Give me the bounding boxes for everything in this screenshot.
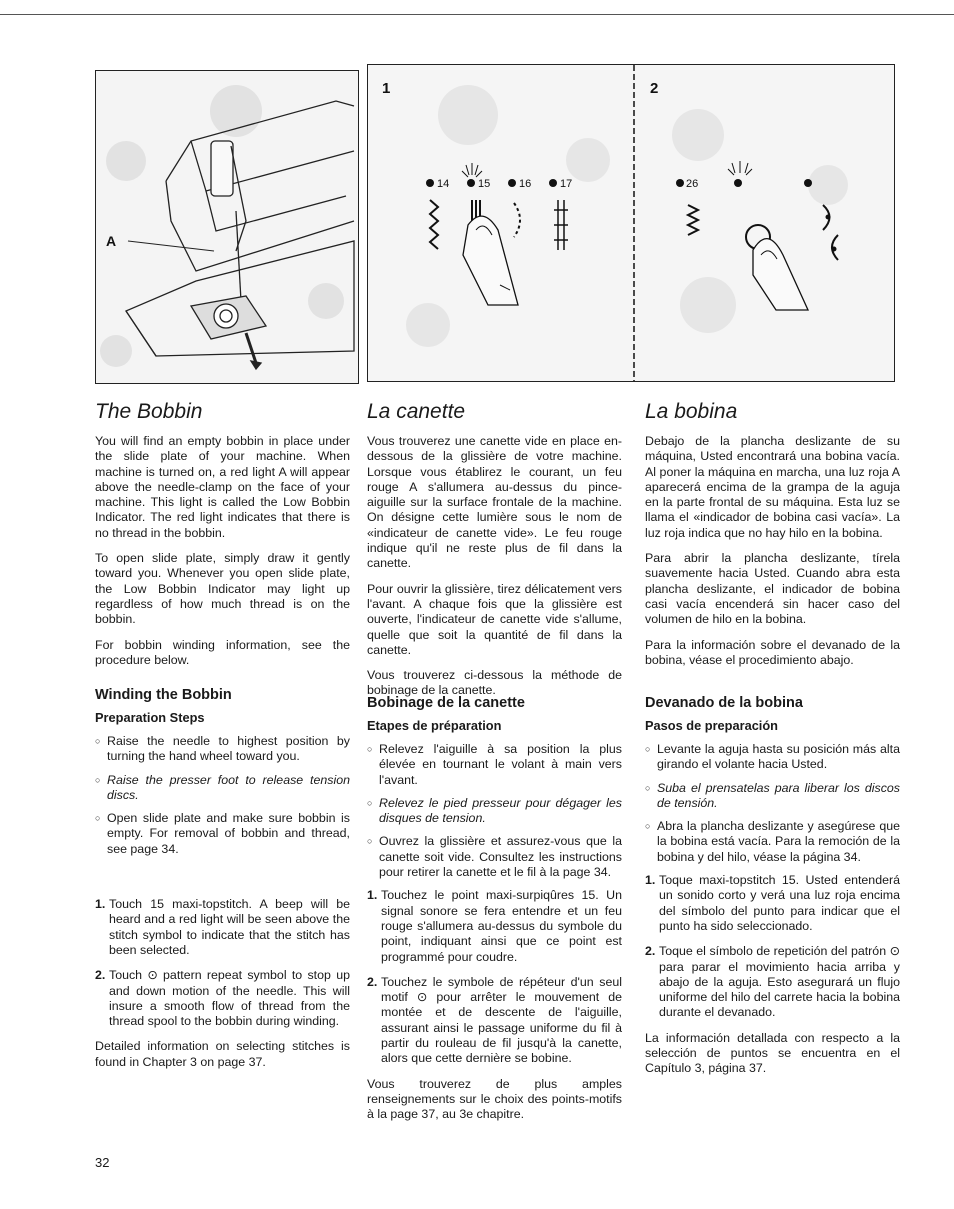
indicator-14: 14 [437, 178, 450, 190]
french-bullet-1-text: Relevez l'aiguille à sa position la plus élevée en tournant le volant à main vers l'avant. [379, 742, 622, 787]
french-intro-paragraph: Vous trouverez une canette vide en place en-dessous de la glissière de votre machine. Lorsque vous établirez le courant, un feu rouge A s'allumera au-dessus du pince-aiguille sur la surface frontale de la machine. On désigne cette lumière sous le nom de «indicateur de canette vide». Le feu rouge indique qu'il ne reste plus de fil dans la canette. [367, 434, 622, 571]
top-rule [0, 14, 954, 15]
english-column [95, 400, 350, 678]
spanish-step-2 [645, 944, 900, 1020]
english-detail-reference: Detailed information on selecting stitches is found in Chapter 3 on page 37. [95, 1039, 350, 1069]
panel-1-number: 1 [382, 80, 391, 97]
english-title: The Bobbin [95, 400, 203, 423]
sewing-machine-illustration [96, 71, 359, 384]
indicator-17: 17 [560, 178, 573, 190]
french-bullet-3 [367, 834, 622, 880]
english-intro-paragraph: You will find an empty bobbin in place under the slide plate of your machine. When machine is turned on, a red light A will appear above the needle-clamp on the face of your machine. This light is called the Low Bobbin Indicator. The red light indicates that there is no thread in the bobbin. [95, 434, 350, 540]
english-bullet-1-text: Raise the needle to highest position by turning the hand wheel toward you. [107, 734, 350, 764]
french-bullet-3-text: Ouvrez la glissière et assurez-vous que la canette soit vide. Consultez les instructions pour retirer la canette et le fil à la page 34. [379, 834, 622, 880]
bullet-icon: ○ [367, 797, 373, 808]
spanish-section-heading: Devanado de la bobina [645, 695, 803, 711]
english-subheading: Preparation Steps [95, 710, 205, 725]
english-bullet-2-text: Raise the presser foot to release tension discs. [107, 772, 350, 802]
page-number: 32 [95, 1155, 110, 1170]
spanish-bullet-3 [645, 819, 900, 865]
french-winding-reference: Vous trouverez ci-dessous la méthode de bobinage de la canette. [367, 668, 622, 698]
spanish-slide-plate-paragraph: Para abrir la plancha deslizante, tírela suavemente hacia Usted. Cuando abra esta plancha deslizante, el indicador de bobina casi vacía encenderá sin hacer caso del volumen de hilo en la bobina. [645, 551, 900, 627]
bullet-icon: ○ [645, 744, 651, 754]
spanish-bullet-1-text: Levante la aguja hasta su posición más alta girando el volante hacia Usted. [657, 742, 900, 772]
english-step-1 [95, 897, 350, 958]
english-step-1-text: Touch 15 maxi-topstitch. A beep will be heard and a red light will be seen above the stitch symbol to indicate that the stitch has been selected. [109, 897, 350, 957]
bullet-icon: ○ [95, 736, 101, 746]
step-number: 2. [645, 944, 656, 959]
spanish-subheading: Pasos de preparación [645, 718, 778, 733]
english-steps [95, 686, 350, 1080]
french-bullet-2-text: Relevez le pied presseur pour dégager les disques de tension. [379, 795, 622, 826]
control-panel-figure [367, 64, 895, 382]
step-number: 1. [367, 888, 378, 903]
french-step-2-text: Touchez le symbole de répéteur d'un seul motif ⊙ pour arrêter le mouvement de montée et de descente de l'aiguille, assurant ainsi le passage uniforme du fil à partir du rouleau de fil jusqu'à la canette, alors que cette dernière se bobine. [381, 974, 622, 1066]
spanish-step-2-text: Toque el símbolo de repetición del patrón ⊙ para parar el movimiento hacia arriba y abajo de la aguja. Esto asegurará un flujo uniforme del hilo del carrete hacia la bobina durante el devanado. [659, 944, 900, 1020]
spanish-bullet-2 [645, 781, 900, 812]
bullet-icon: ○ [95, 774, 101, 785]
spanish-step-1-text: Toque maxi-topstitch 15. Usted entenderá un sonido corto y verá una luz roja encima del símbolo del punto para indicar que el punto ha sido seleccionado. [659, 873, 900, 933]
bullet-icon: ○ [95, 813, 101, 824]
french-title: La canette [367, 400, 466, 423]
control-panel-illustration [368, 65, 895, 382]
french-section-heading: Bobinage de la canette [367, 695, 525, 711]
french-step-2 [367, 975, 622, 1067]
french-step-1 [367, 888, 622, 964]
spanish-title: La bobina [645, 400, 738, 423]
french-steps [367, 694, 622, 1133]
label-a: A [106, 233, 117, 249]
spanish-bullet-3-text: Abra la plancha deslizante y asegúrese que la bobina está vacía. Para la remoción de la bobina y del hilo, véase la página 34. [657, 819, 900, 864]
spanish-steps [645, 694, 900, 1087]
english-bullet-2 [95, 773, 350, 804]
step-number: 1. [95, 897, 106, 912]
english-step-2 [95, 968, 350, 1029]
bullet-icon: ○ [645, 821, 651, 832]
indicator-16: 16 [519, 178, 532, 190]
english-bullet-3-text: Open slide plate and make sure bobbin is empty. For removal of bobbin and thread, see page 34. [107, 811, 350, 856]
english-slide-plate-paragraph: To open slide plate, simply draw it gently toward you. Whenever you open slide plate, the Low Bobbin Indicator may light up regardless of how much thread is on the bobbin. [95, 551, 350, 627]
step-number: 2. [95, 968, 106, 983]
spanish-column [645, 400, 900, 678]
english-section-heading: Winding the Bobbin [95, 687, 232, 703]
english-step-2-text: Touch ⊙ pattern repeat symbol to stop up and down motion of the needle. This will insure a smooth flow of thread from the thread spool to the bobbin during winding. [109, 968, 350, 1029]
bullet-icon: ○ [367, 744, 373, 754]
spanish-bullet-2-text: Suba el prensatelas para liberar los discos de tensión. [657, 780, 900, 810]
spanish-winding-reference: Para la información sobre el devanado de la bobina, véase el procedimiento abajo. [645, 637, 900, 667]
panel-2-number: 2 [650, 80, 659, 97]
spanish-bullet-1 [645, 742, 900, 773]
indicator-15: 15 [478, 178, 491, 190]
french-bullet-2 [367, 796, 622, 827]
step-number: 1. [645, 873, 656, 888]
french-subheading: Etapes de préparation [367, 718, 502, 733]
french-bullet-1 [367, 742, 622, 788]
spanish-detail-reference: La información detallada con respecto a la selección de puntos se encuentra en el Capítulo 3, página 37. [645, 1030, 900, 1076]
english-bullet-3 [95, 811, 350, 857]
bullet-icon: ○ [367, 836, 373, 847]
sewing-machine-figure [95, 70, 359, 384]
english-winding-reference: For bobbin winding information, see the procedure below. [95, 637, 350, 667]
spanish-step-1 [645, 873, 900, 934]
english-bullet-1 [95, 734, 350, 765]
bullet-icon: ○ [645, 782, 651, 793]
french-column [367, 400, 622, 709]
indicator-26: 26 [686, 178, 699, 190]
spanish-intro-paragraph: Debajo de la plancha deslizante de su máquina, Usted encontrará una bobina vacía. Al poner la máquina en marcha, una luz roja A aparecerá encima de la grampa de la aguja en la parte frontal de su máquina. Esta luz se llama el «indicador de bobina casi vacía». La luz roja indica que no hay hilo en la bobina. [645, 434, 900, 540]
french-step-1-text: Touchez le point maxi-surpiqûres 15. Un signal sonore se fera entendre et un feu rouge s'allumera au-dessus du symbole du point, indiquant ainsi que ce point est programmé pour coudre. [381, 888, 622, 964]
step-number: 2. [367, 974, 378, 989]
french-detail-reference: Vous trouverez de plus amples renseignements sur le choix des points-motifs à la page 37, au 3e chapitre. [367, 1076, 622, 1122]
french-slide-plate-paragraph: Pour ouvrir la glissière, tirez délicatement vers l'avant. A chaque fois que la glissière est ouverte, l'indicateur de canette vide s'allume, quelle que soit la quantité de fil dans la canette. [367, 581, 622, 657]
